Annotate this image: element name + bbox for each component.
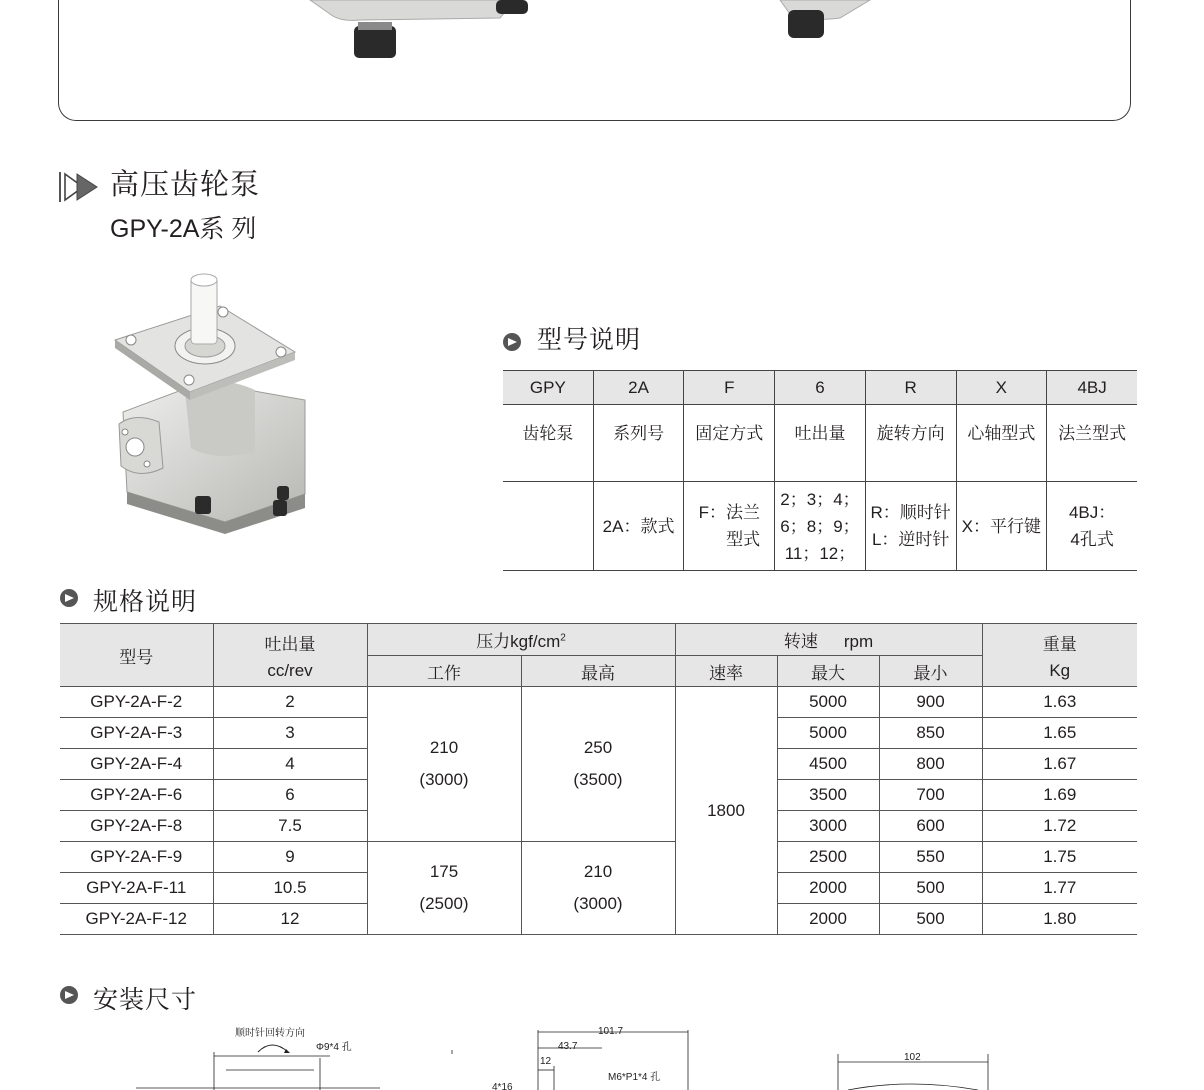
model-cell: GPY-2A-F-2 [60, 687, 213, 718]
speed-max-cell: 2000 [777, 873, 879, 904]
speed-max-cell: 5000 [777, 718, 879, 749]
weight-cell: 1.77 [982, 873, 1137, 904]
col-p-work-header: 工作 [367, 656, 521, 687]
pressure-max-cell: 250 (3500) [521, 687, 675, 842]
model-name-cell: 心轴型式 [956, 405, 1047, 482]
col-weight-header: 重量 Kg [982, 624, 1137, 687]
model-detail-cell: 4BJ： 4孔式 [1047, 482, 1137, 571]
disp-cell: 3 [213, 718, 367, 749]
col-s-min-header: 最小 [879, 656, 982, 687]
speed-min-cell: 500 [879, 904, 982, 935]
model-name-cell: 法兰型式 [1047, 405, 1137, 482]
model-cell: GPY-2A-F-3 [60, 718, 213, 749]
model-code-cell: F [684, 371, 775, 405]
speed-min-cell: 600 [879, 811, 982, 842]
speed-max-cell: 4500 [777, 749, 879, 780]
col-model-header: 型号 [60, 624, 213, 687]
disp-cell: 9 [213, 842, 367, 873]
thread-label: M6*P1*4 孔 [608, 1072, 661, 1083]
speed-max-cell: 3500 [777, 780, 879, 811]
model-detail-cell: R：顺时针 L：逆时针 [865, 482, 956, 571]
dim-4x16: 4*16 [492, 1082, 513, 1090]
col-disp-header: 吐出量 cc/rev [213, 624, 367, 687]
speed-max-cell: 2500 [777, 842, 879, 873]
dim-12: 12 [540, 1056, 552, 1067]
bullet-arrow-icon [59, 985, 79, 1005]
disp-cell: 2 [213, 687, 367, 718]
table-row [60, 842, 1137, 873]
disp-cell: 7.5 [213, 811, 367, 842]
page-title: 高压齿轮泵 [110, 169, 261, 201]
model-code-cell: 4BJ [1047, 371, 1137, 405]
model-name-cell: 固定方式 [684, 405, 775, 482]
rotation-label: 顺时针回转方向 [235, 1028, 305, 1039]
dim-43-7: 43.7 [558, 1041, 578, 1052]
speed-max-cell: 2000 [777, 904, 879, 935]
col-pressure-header: 压力kgf/$cm^2$ [367, 624, 675, 656]
gear-pump-illustration [105, 272, 320, 544]
spec-table [60, 623, 1137, 935]
spec-section-title: 规格说明 [93, 588, 198, 616]
col-speed-header: 转速 rpm [675, 624, 982, 656]
speed-min-cell: 550 [879, 842, 982, 873]
model-cell: GPY-2A-F-8 [60, 811, 213, 842]
model-detail-cell [503, 482, 593, 571]
disp-cell: 10.5 [213, 873, 367, 904]
model-cell: GPY-2A-F-6 [60, 780, 213, 811]
model-cell: GPY-2A-F-4 [60, 749, 213, 780]
weight-cell: 1.80 [982, 904, 1137, 935]
model-section-title: 型号说明 [537, 326, 642, 354]
disp-cell: 4 [213, 749, 367, 780]
col-p-max-header: 最高 [521, 656, 675, 687]
dim-101-7: 101.7 [598, 1026, 624, 1037]
model-name-cell: 旋转方向 [865, 405, 956, 482]
speed-min-cell: 700 [879, 780, 982, 811]
pressure-max-cell: 210 (3000) [521, 842, 675, 935]
pressure-work-cell: 210 (3000) [367, 687, 521, 842]
model-code-cell: R [865, 371, 956, 405]
model-code-cell: 6 [775, 371, 866, 405]
weight-cell: 1.63 [982, 687, 1137, 718]
model-cell: GPY-2A-F-12 [60, 904, 213, 935]
weight-cell: 1.75 [982, 842, 1137, 873]
disp-cell: 6 [213, 780, 367, 811]
model-cell: GPY-2A-F-11 [60, 873, 213, 904]
speed-min-cell: 500 [879, 873, 982, 904]
installation-drawing [130, 1022, 1030, 1090]
double-arrow-icon [59, 170, 101, 204]
model-code-table [503, 370, 1137, 571]
table-row [60, 687, 1137, 718]
install-section-title: 安装尺寸 [93, 986, 198, 1014]
model-name-cell: 齿轮泵 [503, 405, 593, 482]
weight-cell: 1.67 [982, 749, 1137, 780]
pressure-work-cell: 175 (2500) [367, 842, 521, 935]
weight-cell: 1.72 [982, 811, 1137, 842]
speed-min-cell: 800 [879, 749, 982, 780]
hole-label: Φ9*4 孔 [316, 1042, 352, 1053]
weight-cell: 1.65 [982, 718, 1137, 749]
bullet-arrow-icon [502, 332, 522, 352]
bullet-arrow-icon [59, 588, 79, 608]
col-s-rate-header: 速率 [675, 656, 777, 687]
model-code-cell: 2A [593, 371, 684, 405]
model-code-cell: GPY [503, 371, 593, 405]
speed-max-cell: 3000 [777, 811, 879, 842]
model-detail-cell: 2；3；4； 6；8；9； 11；12； [775, 482, 866, 571]
weight-cell: 1.69 [982, 780, 1137, 811]
speed-max-cell: 5000 [777, 687, 879, 718]
disp-cell: 12 [213, 904, 367, 935]
pump-feet-illustration [300, 0, 900, 64]
model-name-cell: 系列号 [593, 405, 684, 482]
model-cell: GPY-2A-F-9 [60, 842, 213, 873]
speed-min-cell: 850 [879, 718, 982, 749]
model-detail-cell: 2A：款式 [593, 482, 684, 571]
model-detail-cell: F：法兰 型式 [684, 482, 775, 571]
model-detail-cell: X：平行键 [956, 482, 1047, 571]
speed-min-cell: 900 [879, 687, 982, 718]
col-s-max-header: 最大 [777, 656, 879, 687]
dim-102: 102 [904, 1052, 921, 1063]
page-subtitle: GPY-2A系 列 [110, 215, 257, 243]
speed-rate-cell: 1800 [675, 687, 777, 935]
model-code-cell: X [956, 371, 1047, 405]
model-name-cell: 吐出量 [775, 405, 866, 482]
